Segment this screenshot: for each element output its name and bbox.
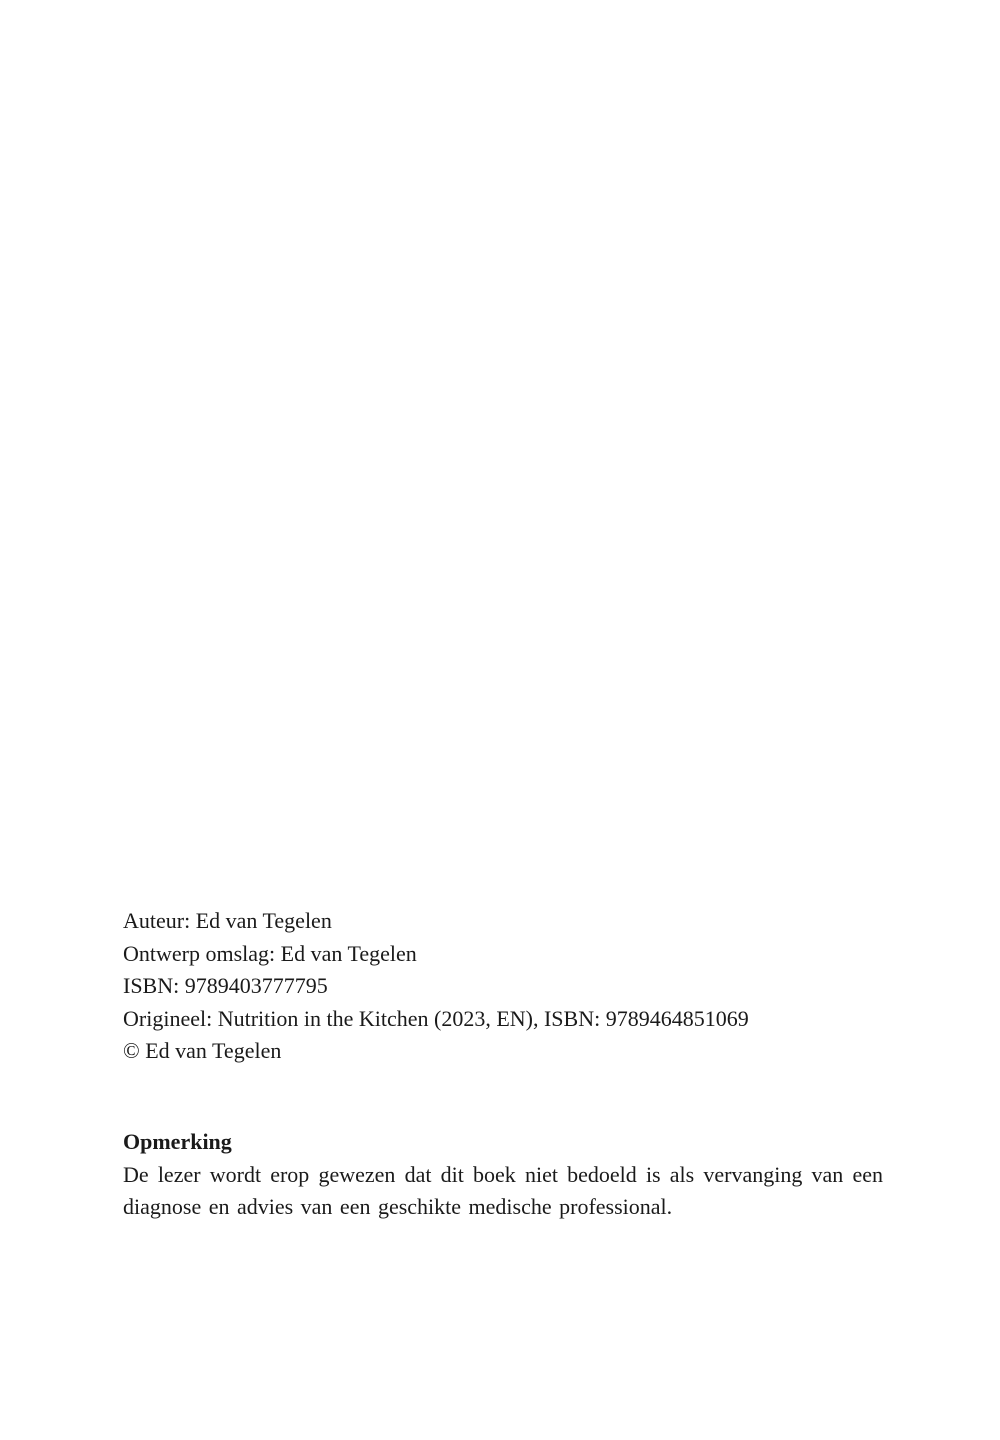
note-section: [123, 1126, 883, 1224]
colophon-block: [123, 905, 883, 1068]
colophon-original-edition-line: Origineel: Nutrition in the Kitchen (2023, EN), ISBN: 9789464851069: [123, 1005, 749, 1031]
note-body: De lezer wordt erop gewezen dat dit boek niet bedoeld is als vervanging van een diagnose en advies van een geschikte medische professional.: [123, 1161, 883, 1220]
colophon-copyright-line: © Ed van Tegelen: [123, 1038, 282, 1064]
colophon-cover-design-line: Ontwerp omslag: Ed van Tegelen: [123, 940, 417, 966]
colophon-author-line: Auteur: Ed van Tegelen: [123, 908, 332, 933]
note-heading: Opmerking: [123, 1128, 232, 1154]
document-page: [123, 905, 883, 1224]
colophon-isbn-line: ISBN: 9789403777795: [123, 973, 328, 999]
